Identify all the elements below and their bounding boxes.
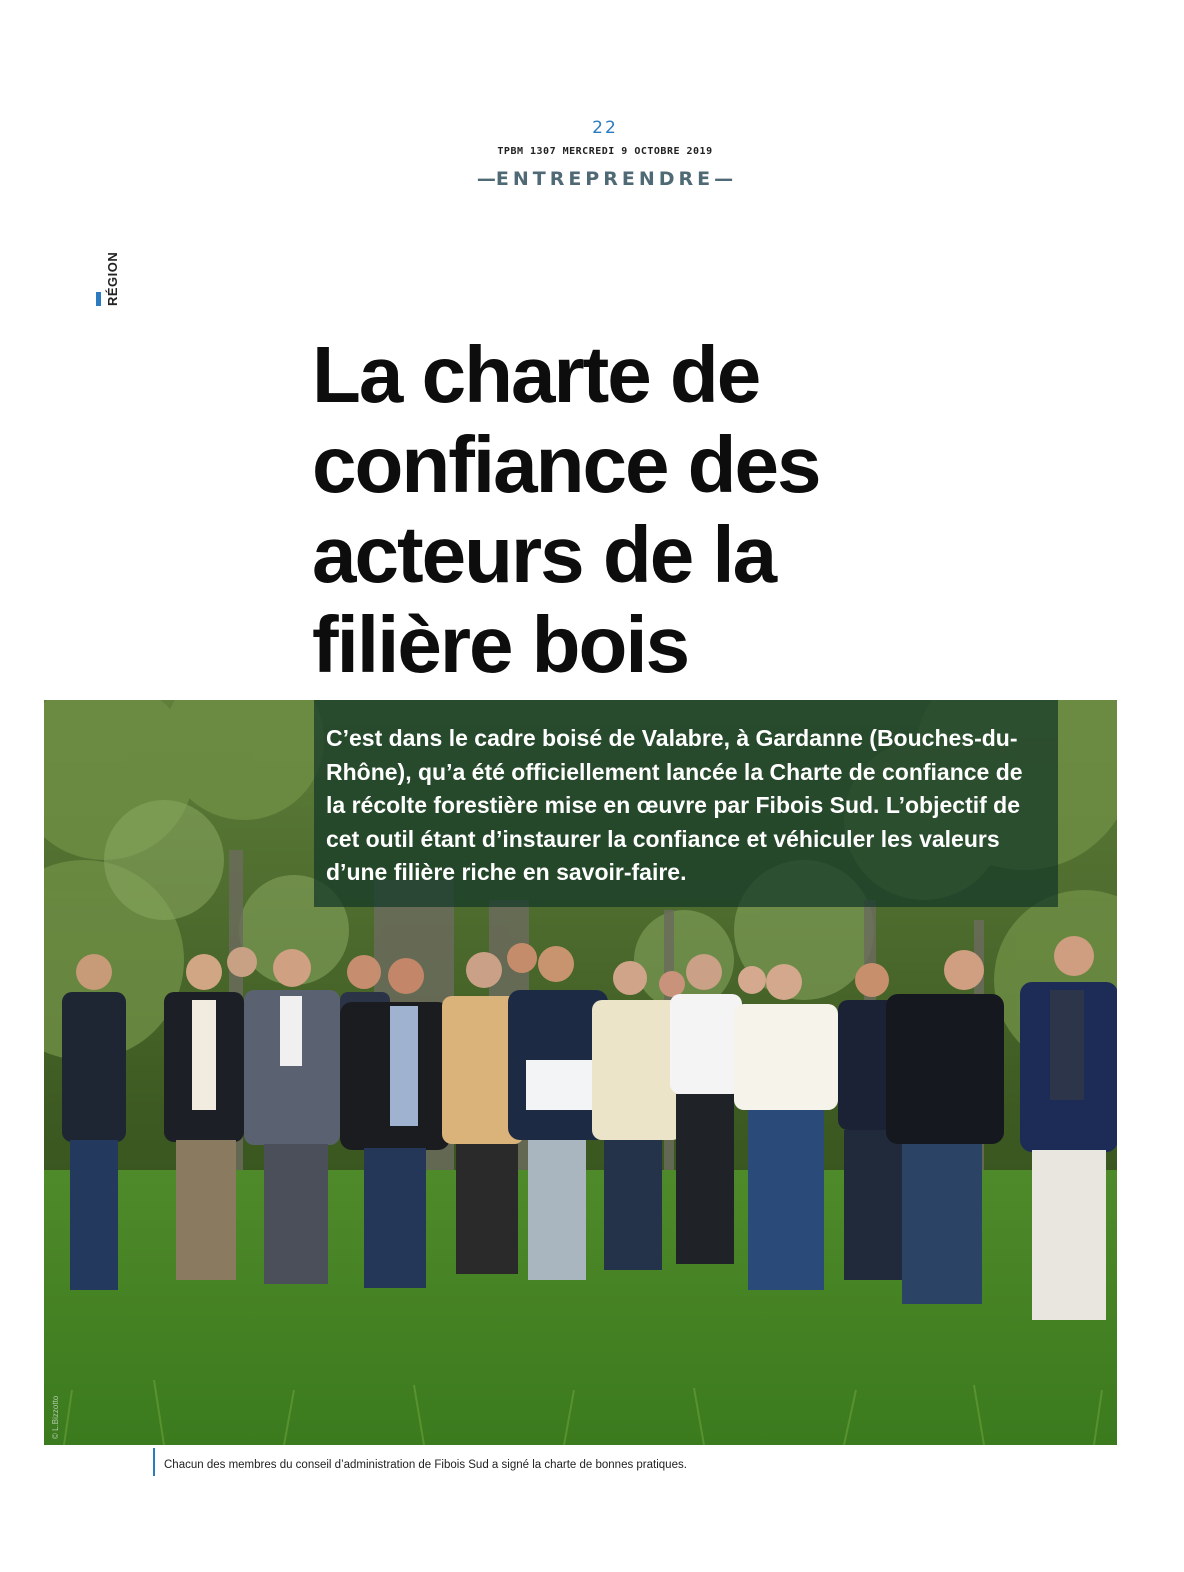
article-photo bbox=[44, 700, 1117, 1445]
rubric-label: RÉGION bbox=[105, 251, 120, 306]
article-chapo: C’est dans le cadre boisé de Valabre, à Gardanne (Bouches-du-Rhône), qu’a été officiellement lancée la Charte de confiance de la récolte forestière mise en œuvre par Fibois Sud. L’objectif de cet outil étant d’instaurer la confiance et véhiculer les valeurs d’une filière riche en savoir-faire. bbox=[314, 700, 1058, 907]
page-number: 22 bbox=[592, 118, 618, 138]
rubric bbox=[96, 226, 120, 306]
photo-credit: © L.Bizzotto bbox=[51, 1395, 60, 1439]
section-dash-right: — bbox=[714, 168, 734, 190]
section-dash-left: — bbox=[476, 168, 496, 190]
issue-line: TPBM 1307 MERCREDI 9 OCTOBRE 2019 bbox=[497, 146, 713, 157]
article-headline: La charte de confiance des acteurs de la filière bois bbox=[312, 330, 820, 689]
rubric-bar bbox=[96, 292, 101, 306]
caption-bar bbox=[153, 1448, 155, 1476]
section-heading bbox=[0, 168, 1184, 190]
photo-caption: Chacun des membres du conseil d’administration de Fibois Sud a signé la charte de bonnes pratiques. bbox=[164, 1459, 687, 1471]
section-label: ENTREPRENDRE bbox=[495, 168, 715, 190]
